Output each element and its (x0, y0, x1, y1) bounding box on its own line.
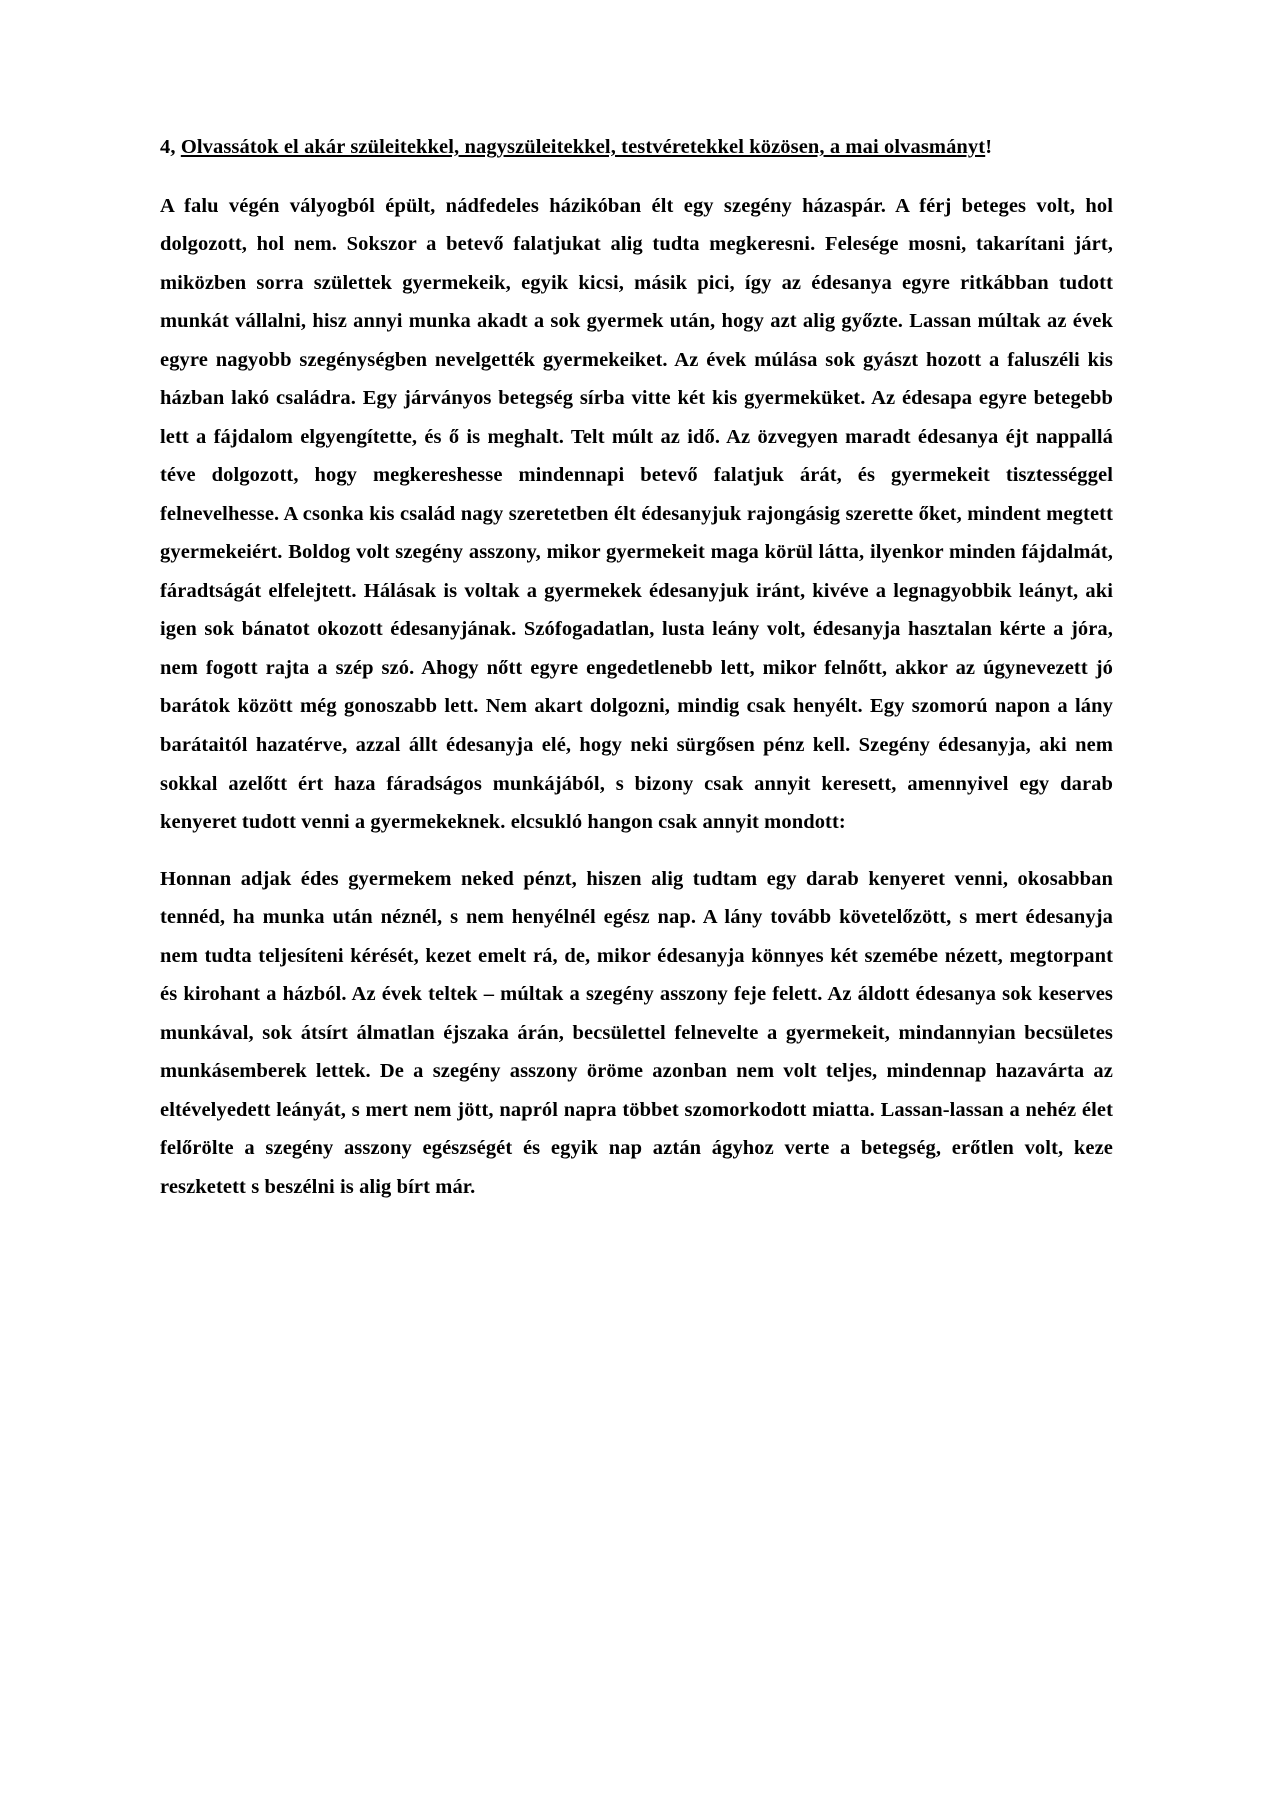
story-paragraph-2: Honnan adjak édes gyermekem neked pénzt, hiszen alig tudtam egy darab kenyeret venni, okosabban tennéd, ha munka után néznél, s nem henyélnél egész nap. A lány tovább követelőzött, s mert édesanyja nem tudta teljesíteni kérését, kezet emelt rá, de, mikor édesanyja könnyes két szemébe nézett, megtorpant és kirohant a házból. Az évek teltek – múltak a szegény asszony feje felett. Az áldott édesanya sok keserves munkával, sok átsírt álmatlan éjszaka árán, becsülettel felnevelte a gyermekeit, mindannyian becsületes munkásemberek lettek. De a szegény asszony öröme azonban nem volt teljes, mindennap hazavárta az eltévelyedett leányát, s mert nem jött, napról napra többet szomorkodott miatta. Lassan-lassan a nehéz élet felőrölte a szegény asszony egészségét és egyik nap aztán ágyhoz verte a betegség, erőtlen volt, keze reszketett s beszélni is alig bírt már. (160, 867, 1113, 1198)
task-heading-punctuation: ! (985, 136, 993, 158)
document-body (160, 128, 1113, 1206)
task-heading (160, 128, 1113, 167)
story-paragraph-1: A falu végén vályogból épült, nádfedeles házikóban élt egy szegény házaspár. A férj beteges volt, hol dolgozott, hol nem. Sokszor a betevő falatjukat alig tudta megkeresni. Felesége mosni, takarítani járt, miközben sorra születtek gyermekeik, egyik kicsi, másik pici, így az édesanya egyre ritkábban tudott munkát vállalni, hisz annyi munka akadt a sok gyermek után, hogy azt alig győzte. Lassan múltak az évek egyre nagyobb szegénységben nevelgették gyermekeiket. Az évek múlása sok gyászt hozott a faluszéli kis házban lakó családra. Egy járványos betegség sírba vitte két kis gyermeküket. Az édesapa egyre betegebb lett a fájdalom elgyengítette, és ő is meghalt. Telt múlt az idő. Az özvegyen maradt édesanya éjt nappallá téve dolgozott, hogy megkereshesse mindennapi betevő falatjuk árát, és gyermekeit tisztességgel felnevelhesse. A csonka kis család nagy szeretetben élt édesanyjuk rajongásig szerette őket, mindent megtett gyermekeiért. Boldog volt szegény asszony, mikor gyermekeit maga körül látta, ilyenkor minden fájdalmát, fáradtságát elfelejtett. Hálásak is voltak a gyermekek édesanyjuk iránt, kivéve a legnagyobbik leányt, aki igen sok bánatot okozott édesanyjának. Szófogadatlan, lusta leány volt, édesanyja hasztalan kérte a jóra, nem fogott rajta a szép szó. Ahogy nőtt egyre engedetlenebb lett, mikor felnőtt, akkor az úgynevezett jó barátok között még gonoszabb lett. Nem akart dolgozni, mindig csak henyélt. Egy szomorú napon a lány barátaitól hazatérve, azzal állt édesanyja elé, hogy neki sürgősen pénz kell. Szegény édesanyja, aki nem sokkal azelőtt ért haza fáradságos munkájából, s bizony csak annyit keresett, amennyivel egy darab kenyeret tudott venni a gyermekeknek. elcsukló hangon csak annyit mondott: (160, 194, 1113, 834)
task-number: 4, (160, 136, 176, 158)
task-heading-text: Olvassátok el akár szüleitekkel, nagyszüleitekkel, testvéretekkel közösen, a mai olvasmányt (180, 136, 986, 158)
